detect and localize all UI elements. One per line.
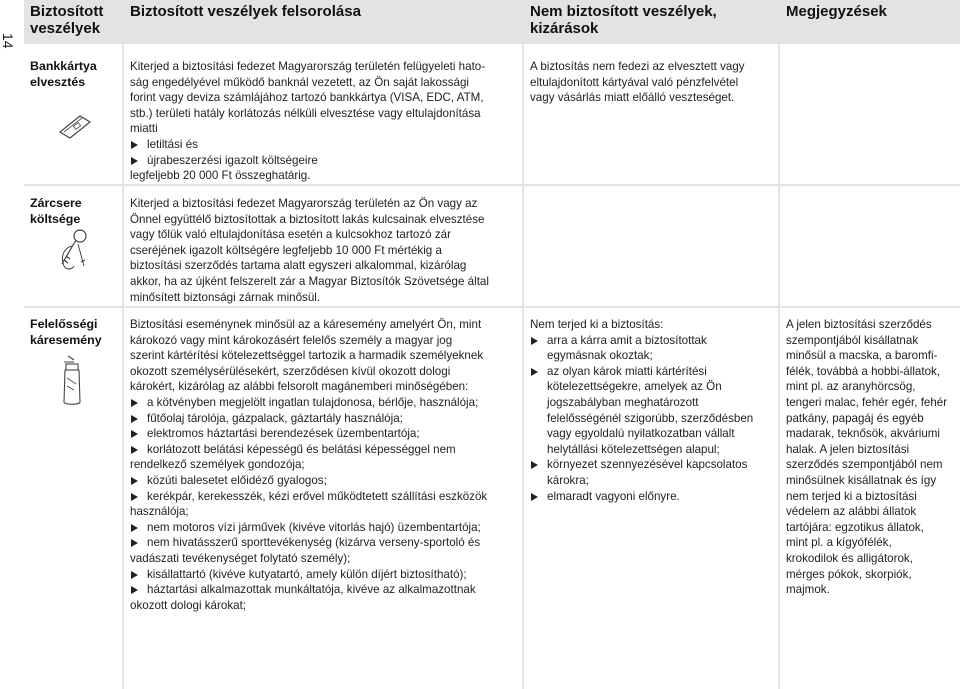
note-line: tartójára: egzotikus állatok, (786, 520, 924, 534)
header-notes: Megjegyzések (780, 0, 960, 42)
bullet-continuation: rendelkező személyek gondozója; (130, 458, 305, 472)
desc-line: Kiterjed a biztosítási fedezet Magyarország területén felügyeleti hato- (130, 60, 486, 73)
bullet-item: elektromos háztartási berendezések üzembentartója; (130, 426, 516, 442)
excl-line: vagy vásárlás miatt előálló veszteséget. (530, 91, 735, 105)
desc-line: Önnel együttélő biztosítottak a biztosított lakás kulcsainak elvesztése (130, 212, 485, 226)
bullet-item: kisállattartó (kivéve kutyatartó, amely külön díjért biztosítható); (130, 567, 516, 583)
label-text: Zárcsere költsége (30, 196, 82, 226)
excl-continuation: felelősségénél szigorúbb, szerződésben (547, 411, 754, 425)
spray-can-icon (60, 354, 86, 408)
excl-continuation: egymásnak okoztak; (547, 349, 653, 363)
desc-line: károkért, kizárólag az alábbi felsorolt magánemberi minőségében: (130, 380, 469, 394)
bullet-item: újrabeszerzési igazolt költségeire (130, 153, 516, 169)
bullet-item: a kötvényben megjelölt ingatlan tulajdonosa, bérlője, használója; (130, 395, 516, 411)
page-number-strip (0, 0, 24, 689)
excl-continuation: vagy egyoldalú nyilatkozatban vállalt (547, 427, 735, 441)
liability-notes (780, 308, 960, 689)
excl-line: A biztosítás nem fedezi az elvesztett vagy (530, 60, 745, 73)
excl-continuation: kötelezettségekre, amelyek az Ön (547, 380, 722, 394)
row-label-bank-card (24, 44, 122, 184)
desc-line: akkor, ha az újként felszerelt zár a Magyar Biztosítók Szövetsége által (130, 274, 489, 288)
bank-card-description (124, 44, 522, 184)
desc-line: cseréjének igazolt költségére legfeljebb 10 000 Ft mértékig a (130, 243, 442, 257)
keys-icon (54, 226, 92, 274)
bullet-item: letiltási és (130, 137, 516, 153)
excl-continuation: károkra; (547, 473, 589, 487)
bank-card-notes (780, 44, 960, 184)
note-line: patkány, papagáj és egyéb (786, 411, 924, 425)
bullet-continuation: használója; (130, 505, 189, 519)
note-line: tengeri malac, fehér egér, fehér (786, 395, 948, 409)
desc-line: vagy tőlük való eltulajdonítása esetén a kulcsokhoz tartozó zár (130, 228, 451, 242)
lock-change-notes (780, 186, 960, 306)
coverage-table (24, 0, 960, 689)
row-label-lock-change (24, 186, 122, 306)
note-line: majmok. (786, 583, 830, 597)
lock-change-description (124, 186, 522, 306)
note-line: szempontjából kisállatnak (786, 333, 919, 347)
desc-line: stb.) területi hatály korlátozás nélküli elvesztése vagy eltulajdonítása (130, 106, 481, 120)
desc-line: Kiterjed a biztosítási fedezet Magyarország területén az Ön vagy az (130, 197, 478, 210)
desc-line: károkozó vagy mint károkozásért felelős személy a magyar jog (130, 333, 453, 347)
note-line: mint pl. az aranyhörcsög, (786, 380, 916, 394)
bank-card-exclusions (524, 44, 778, 184)
note-line: szerződés szempontjából nem (786, 458, 943, 472)
note-line: félék, továbbá a hobbi-állatok, (786, 364, 941, 378)
label-text: Felelősségi káresemény (30, 317, 102, 347)
liability-exclusions (524, 308, 778, 689)
excl-continuation: helytállási kötelezettségen alapul; (547, 442, 720, 456)
note-line: mint pl. a kígyófélék, (786, 536, 892, 550)
bullet-item: háztartási alkalmazottak munkáltatója, kivéve az alkalmazottnak (130, 582, 516, 598)
desc-line: miatti (130, 122, 158, 136)
note-line: védelem az alábbi állatok (786, 505, 917, 519)
desc-line: szerint kártérítési kötelezettséggel tartozik a harmadik személyeknek (130, 349, 484, 363)
bullet-item: korlátozott belátási képességű és belátási képességgel nem (130, 442, 516, 458)
lock-change-exclusions (524, 186, 778, 306)
excl-bullet: arra a kárra amit a biztosítottak (530, 333, 772, 349)
desc-line: biztosítási szerződés tartama alatt egyszeri alkalommal, kizárólag (130, 259, 467, 273)
bank-card-icon (54, 112, 94, 140)
excl-bullet: környezet szennyezésével kapcsolatos (530, 457, 772, 473)
row-label-liability (24, 308, 122, 689)
excl-line: eltulajdonított kártyával való pénzfelvétel (530, 75, 739, 89)
desc-line: ság engedélyével működő banknál vezetett, az Ön saját lakossági (130, 75, 470, 89)
excl-bullet: az olyan károk miatti kártérítési (530, 364, 772, 380)
header-exclusions: Nem biztosított veszélyek, kizárások (524, 0, 778, 42)
note-line: A jelen biztosítási szerződés (786, 318, 932, 331)
desc-line: Biztosítási eseménynek minősül az a káresemény amelyért Ön, mint (130, 318, 482, 331)
desc-line: minősített biztonsági zárnak minősül. (130, 290, 321, 304)
label-text: Bankkártya elvesztés (30, 59, 97, 89)
note-line: madarak, teknősök, akváriumi (786, 427, 941, 441)
desc-line: forint vagy deviza számlájához tartozó bankkártya (VISA, EDC, ATM, (130, 91, 484, 105)
note-line: mérges pókok, skorpiók, (786, 567, 912, 581)
desc-line: okozott személysérülésekért, szerződésen kívül okozott dologi (130, 364, 451, 378)
excl-bullet: elmaradt vagyoni előnyre. (530, 489, 772, 505)
note-line: minősülnek kisállatnak és így (786, 473, 937, 487)
note-line: nem terjed ki a biztosítási (786, 489, 917, 503)
bullet-item: fűtőolaj tárolója, gázpalack, gáztartály használója; (130, 411, 516, 427)
desc-line: legfeljebb 20 000 Ft összeghatárig. (130, 169, 311, 183)
excl-continuation: jogszabályban meghatározott (547, 395, 699, 409)
bullet-item: nem motoros vízi járművek (kivéve vitorlás hajó) üzembentartója; (130, 520, 516, 536)
excl-intro: Nem terjed ki a biztosítás: (530, 318, 664, 331)
header-risk-list: Biztosított veszélyek felsorolása (124, 0, 522, 42)
liability-description (124, 308, 522, 689)
page-number: 14 (0, 33, 16, 49)
bullet-continuation: vadászati tevékenységet folytató személy); (130, 551, 351, 565)
bullet-item: nem hivatásszerű sporttevékenység (kizárva verseny-sportoló és (130, 535, 516, 551)
bullet-item: közúti balesetet előidéző gyalogos; (130, 473, 516, 489)
bullet-continuation: okozott dologi károkat; (130, 598, 247, 612)
note-line: halak. A jelen biztosítási (786, 442, 910, 456)
bullet-item: kerékpár, kerekesszék, kézi erővel működtetett szállítási eszközök (130, 489, 516, 505)
note-line: krokodilok és alligátorok, (786, 551, 913, 565)
note-line: minősül a macska, a baromfi- (786, 349, 938, 363)
header-insured-risks: Biztosított veszélyek (24, 0, 122, 42)
